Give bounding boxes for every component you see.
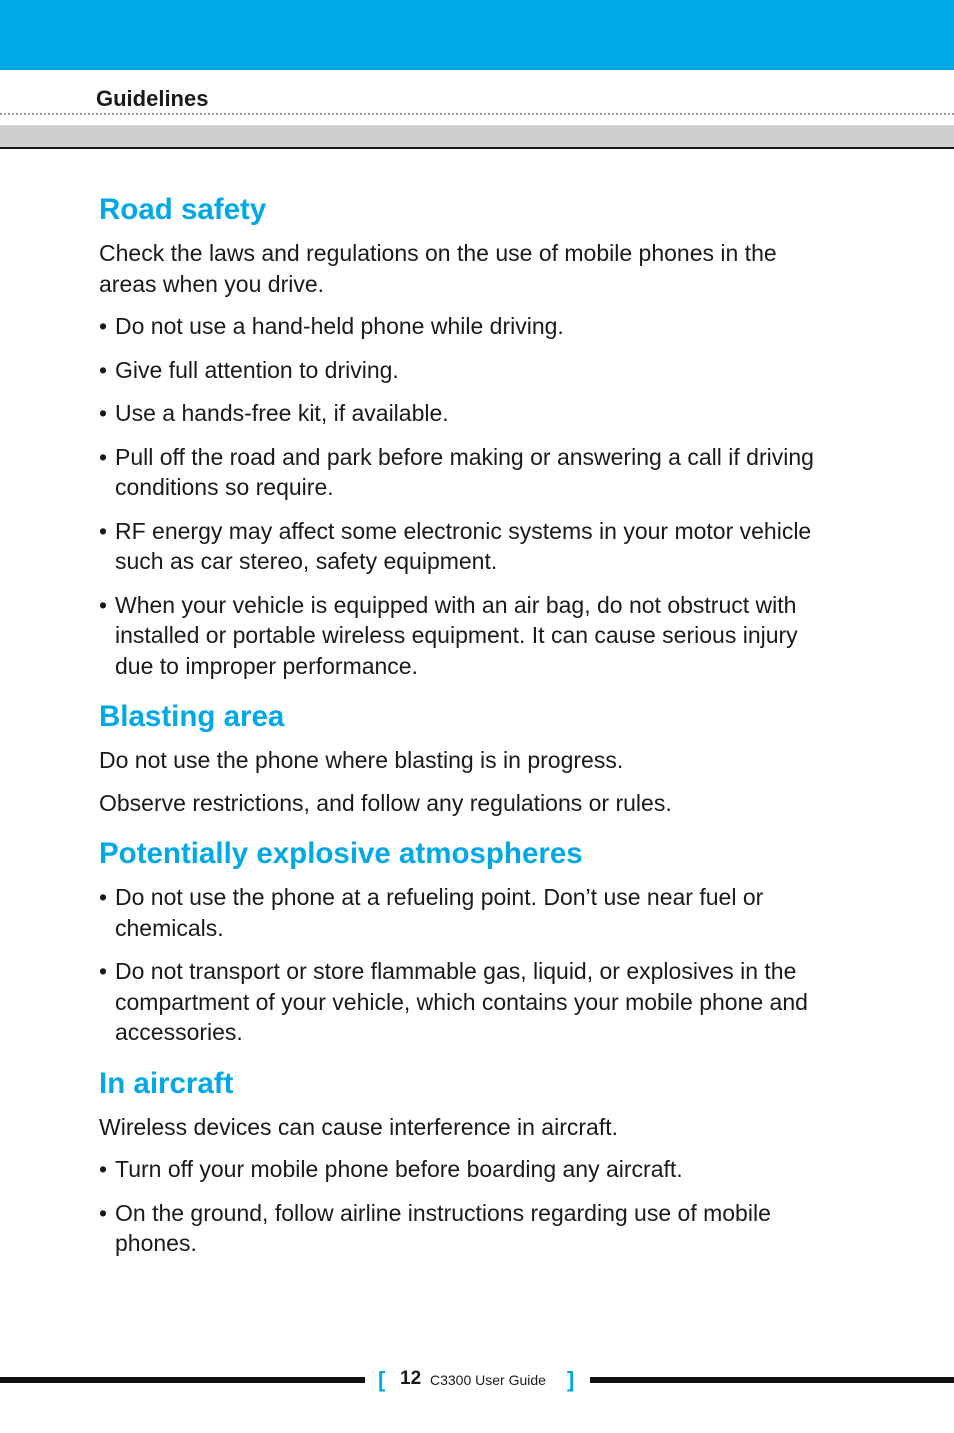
bullet-item: • Pull off the road and park before making or answering a call if driving conditions so require. bbox=[99, 443, 814, 500]
section-road-safety bbox=[99, 190, 839, 681]
bullet-dot-icon: • bbox=[99, 884, 108, 910]
bullet-item: • When your vehicle is equipped with an air bag, do not obstruct with installed or portable wireless equipment. It can cause serious injury due to improper performance. bbox=[99, 591, 798, 679]
bullet-item: • RF energy may affect some electronic systems in your motor vehicle such as car stereo, safety equipment. bbox=[99, 517, 812, 574]
paragraph: Do not use the phone where blasting is in progress. bbox=[99, 747, 624, 773]
guide-name: C3300 User Guide bbox=[430, 1372, 546, 1388]
paragraph: Check the laws and regulations on the use of mobile phones in the areas when you drive. bbox=[99, 240, 777, 297]
bullet-dot-icon: • bbox=[99, 591, 108, 618]
paragraph: Wireless devices can cause interference in aircraft. bbox=[99, 1113, 618, 1140]
bullet-item: • On the ground, follow airline instructions regarding use of mobile phones. bbox=[99, 1199, 771, 1256]
paragraph: Observe restrictions, and follow any regulations or rules. bbox=[99, 789, 672, 816]
footer-rule-left bbox=[0, 1377, 365, 1383]
page-footer bbox=[0, 1366, 954, 1396]
bullet-list bbox=[99, 311, 839, 681]
bullet-item: • Use a hands-free kit, if available. bbox=[99, 398, 839, 429]
bracket-open: [ bbox=[378, 1367, 386, 1392]
bullet-item: • Do not transport or store flammable gas, liquid, or explosives in the compartment of your vehicle, which contains your mobile phone and accessories. bbox=[99, 958, 808, 1045]
bullet-item: • Turn off your mobile phone before boarding any aircraft. bbox=[99, 1154, 839, 1185]
bullet-item: • Do not use a hand-held phone while driving. bbox=[99, 311, 839, 342]
bullet-dot-icon: • bbox=[99, 1156, 108, 1182]
dotted-divider bbox=[0, 113, 954, 115]
bullet-dot-icon: • bbox=[99, 443, 108, 470]
section-explosive-atmospheres bbox=[99, 834, 839, 1048]
bullet-item: • Do not use the phone at a refueling point. Don’t use near fuel or chemicals. bbox=[99, 884, 764, 941]
bullet-list bbox=[99, 882, 839, 1048]
section-blasting-area bbox=[99, 697, 839, 818]
bullet-dot-icon: • bbox=[99, 356, 108, 383]
section-title: In aircraft bbox=[99, 1066, 234, 1100]
bullet-dot-icon: • bbox=[99, 517, 108, 544]
bullet-dot-icon: • bbox=[99, 313, 108, 339]
bullet-dot-icon: • bbox=[99, 400, 108, 426]
page-info bbox=[378, 1366, 578, 1396]
section-title: Blasting area bbox=[99, 700, 285, 733]
section-title: Road safety bbox=[99, 193, 267, 226]
bracket-close: ] bbox=[567, 1367, 575, 1392]
bullet-list bbox=[99, 1154, 839, 1259]
section-label: Guidelines bbox=[96, 86, 209, 111]
bullet-dot-icon: • bbox=[99, 958, 108, 984]
top-color-band bbox=[0, 0, 954, 70]
section-in-aircraft bbox=[99, 1064, 839, 1259]
footer-rule-right bbox=[590, 1377, 954, 1383]
bullet-item: • Give full attention to driving. bbox=[99, 355, 839, 386]
page-number: 12 bbox=[400, 1368, 422, 1389]
bullet-dot-icon: • bbox=[99, 1199, 108, 1226]
section-title: Potentially explosive atmospheres bbox=[99, 837, 583, 870]
page-content bbox=[99, 190, 839, 1275]
header-grey-band bbox=[0, 125, 954, 149]
